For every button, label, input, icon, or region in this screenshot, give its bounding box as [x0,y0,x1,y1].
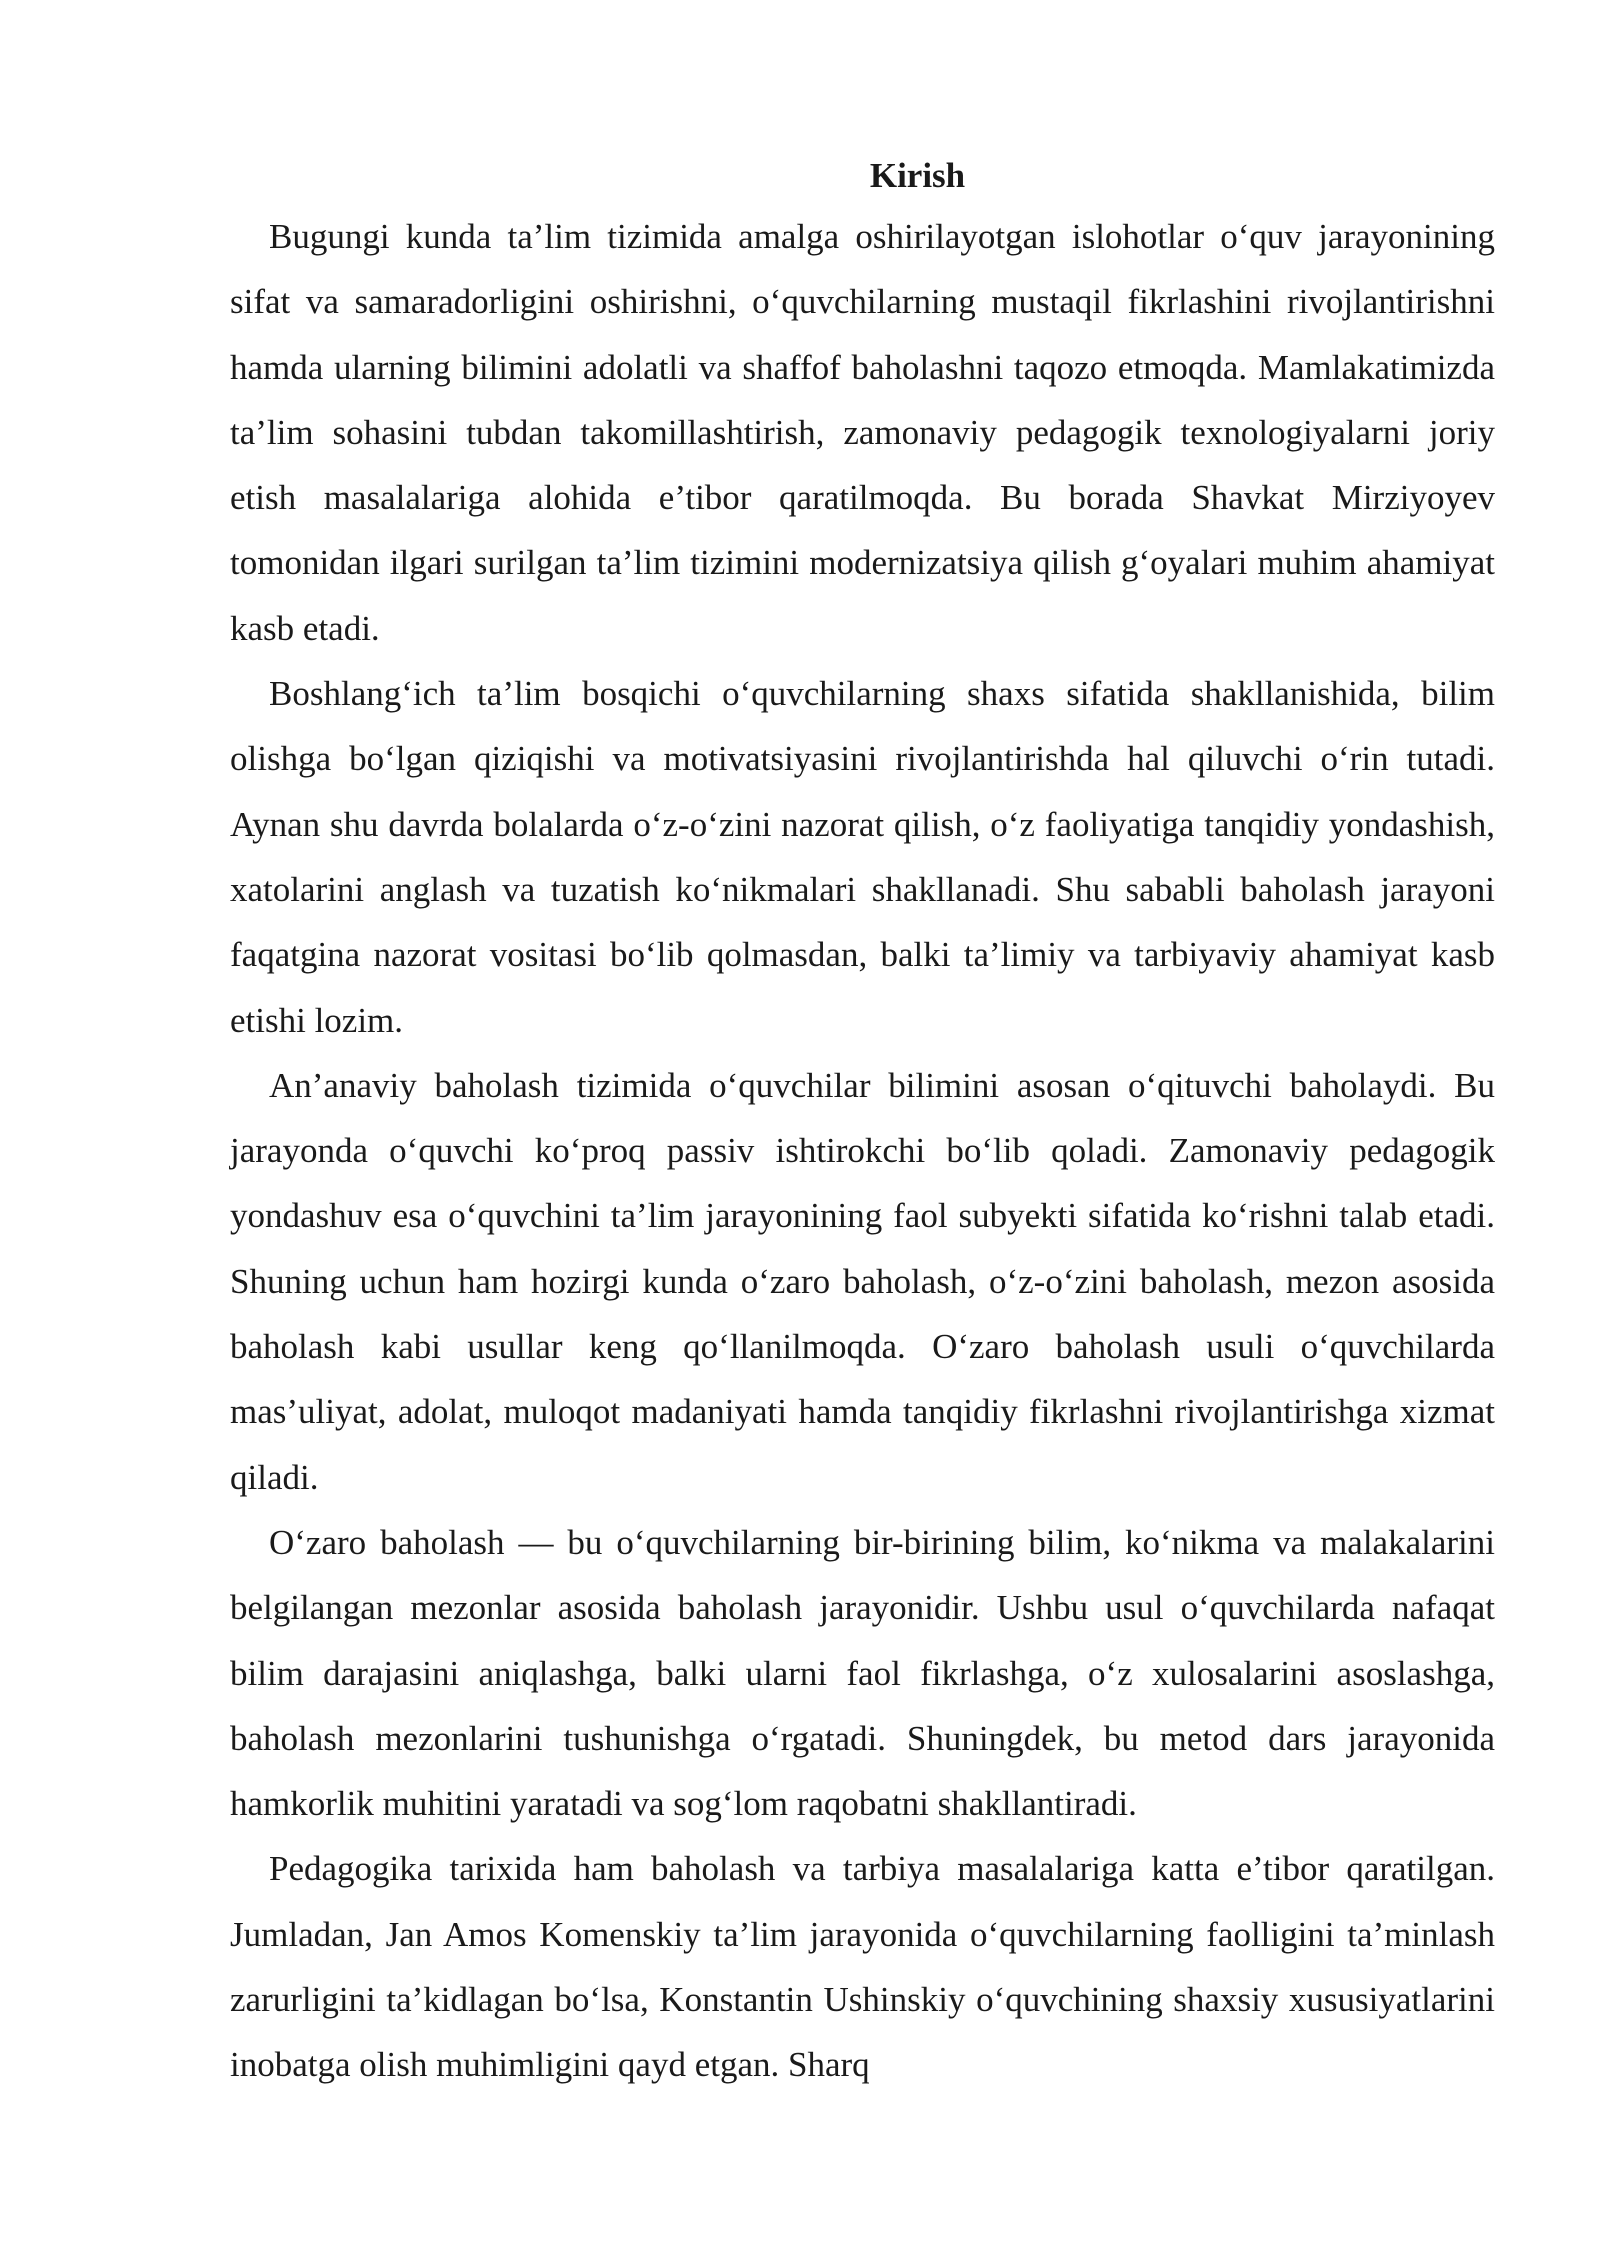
document-title: Kirish [869,156,966,195]
paragraph-1: Bugungi kunda ta’lim tizimida amalga oshirilayotgan islohotlar o‘quv jarayonining sifat va samaradorligini oshirishni, o‘quvchilarning mustaqil fikrlashini rivojlantirishni hamda ularning bilimini adolatli va shaffof baholashni taqozo etmoqda. Mamlakatimizda ta’lim sohasini tubdan takomillashtirish, zamonaviy pedagogik texnologiyalarni joriy etish masalalariga alohida e’tibor qaratilmoqda. Bu borada Shavkat Mirziyoyev tomonidan ilgari surilgan ta’lim tizimini modernizatsiya qilish g‘oyalari muhim ahamiyat kasb etadi. [230,217,1495,648]
paragraph-5: Pedagogika tarixida ham baholash va tarbiya masalalariga katta e’tibor qaratilgan. Jumladan, Jan Amos Komenskiy ta’lim jarayonida o‘quvchilarning faolligini ta’minlash zarurligini ta’kidlagan bo‘lsa, Konstantin Ushinskiy o‘quvchining shaxsiy xususiyatlarini inobatga olish muhimligini qayd etgan. Sharq [230,1849,1495,2085]
paragraph-3: An’anaviy baholash tizimida o‘quvchilar bilimini asosan o‘qituvchi baholaydi. Bu jarayonda o‘quvchi ko‘proq passiv ishtirokchi bo‘lib qoladi. Zamonaviy pedagogik yondashuv esa o‘quvchini ta’lim jarayonining faol subyekti sifatida ko‘rishni talab etadi. Shuning uchun ham hozirgi kunda o‘zaro baholash, o‘z-o‘zini baholash, mezon asosida baholash kabi usullar keng qo‘llanilmoqda. O‘zaro baholash usuli o‘quvchilarda mas’uliyat, adolat, muloqot madaniyati hamda tanqidiy fikrlashni rivojlantirishga xizmat qiladi. [230,1065,1495,1497]
paragraph-4: O‘zaro baholash — bu o‘quvchilarning bir-birining bilim, ko‘nikma va malakalarini belgilangan mezonlar asosida baholash jarayonidir. Ushbu usul o‘quvchilarda nafaqat bilim darajasini aniqlashga, balki ularni faol fikrlashga, o‘z xulosalarini asoslashga, baholash mezonlarini tushunishga o‘rgatadi. Shuningdek, bu metod dars jarayonida hamkorlik muhitini yaratadi va sog‘lom raqobatni shakllantiradi. [230,1522,1495,1824]
document-page [230,148,1495,2098]
paragraph-2: Boshlang‘ich ta’lim bosqichi o‘quvchilarning shaxs sifatida shakllanishida, bilim olishga bo‘lgan qiziqishi va motivatsiyasini rivojlantirishda hal qiluvchi o‘rin tutadi. Aynan shu davrda bolalarda o‘z-o‘zini nazorat qilish, o‘z faoliyatiga tanqidiy yondashish, xatolarini anglash va tuzatish ko‘nikmalari shakllanadi. Shu sababli baholash jarayoni faqatgina nazorat vositasi bo‘lib qolmasdan, balki ta’limiy va tarbiyaviy ahamiyat kasb etishi lozim. [230,674,1495,1040]
